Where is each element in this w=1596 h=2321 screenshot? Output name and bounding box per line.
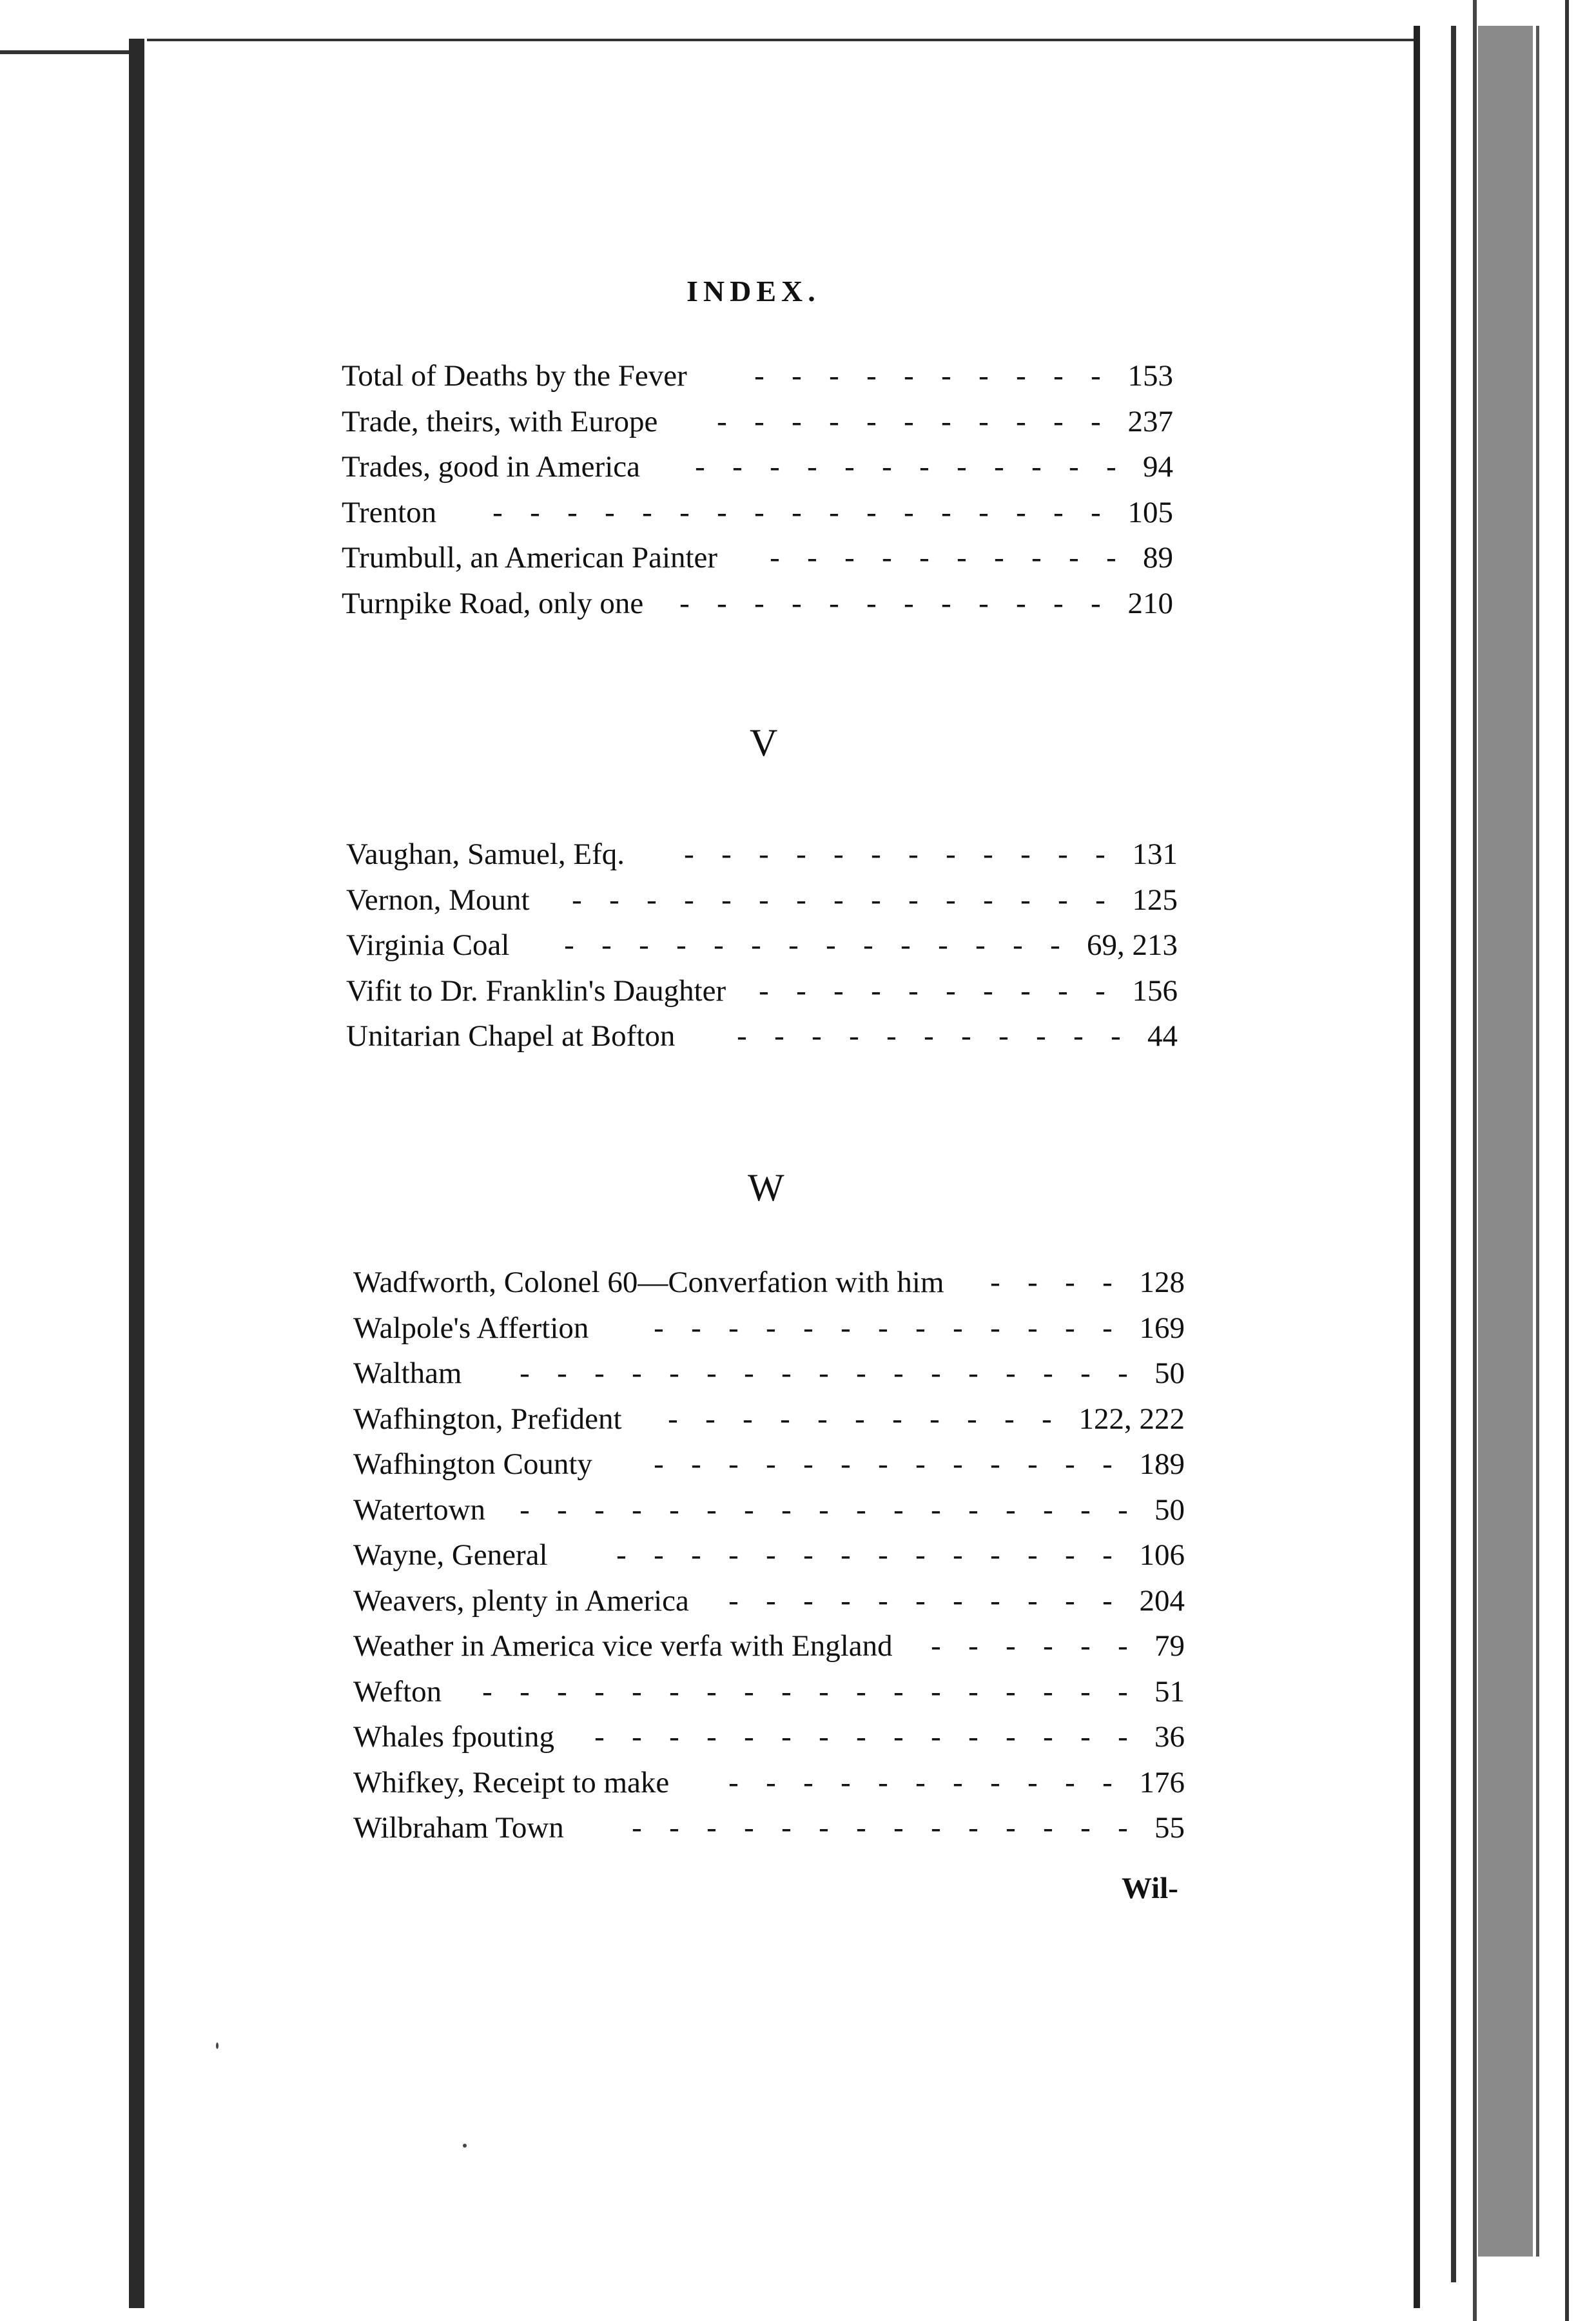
index-entry [353,1623,1185,1669]
entry-page-number: 237 [1127,404,1173,438]
index-entry [346,923,1178,968]
entry-label: Weather in America vice verfa with England [353,1629,893,1663]
page-edge-line [1451,26,1456,2282]
section-letter-v: V [750,721,778,764]
index-entry [353,1487,1185,1533]
entry-page-number: 153 [1127,359,1173,393]
scan-border [0,50,132,54]
catchword: Wil- [1122,1872,1178,1905]
page-edge-line [1565,0,1569,2321]
dot-leader: - - - - - - - - - - [754,359,1101,393]
entry-label: Trenton [342,495,437,529]
entry-label: Whifkey, Receipt to make [353,1765,670,1799]
dot-leader: - - - - - - - - - - - - - [654,1447,1113,1481]
entry-label: Vernon, Mount [346,883,530,917]
dot-leader: - - - - - - - - - - - - [679,586,1101,620]
index-entry [346,832,1178,877]
entry-label: Wafhington County [353,1447,592,1481]
dot-leader: - - - - - - - - - - - [717,404,1101,438]
entry-label: Weavers, plenty in America [353,1583,689,1618]
dot-leader: - - - - - - - - - - - [668,1402,1052,1436]
entry-page-number: 169 [1139,1311,1185,1345]
entry-page-number: 105 [1127,495,1173,529]
index-entry [342,581,1173,627]
index-entry [353,1805,1185,1851]
entry-page-number: 125 [1132,883,1178,917]
index-entry [353,1578,1185,1624]
entry-page-number: 94 [1143,450,1173,484]
page-stack-edge [1414,0,1596,2321]
entry-page-number: 50 [1154,1493,1185,1527]
index-section-v [346,832,1178,1059]
entry-page-number: 128 [1139,1266,1185,1299]
index-entry [342,444,1173,490]
entry-label: Wilbraham Town [353,1811,564,1845]
index-entry [353,1306,1185,1351]
dot-leader: - - - - - - - - - - - - [695,450,1116,484]
index-entry [353,1442,1185,1487]
dot-leader: - - - - - - - - - - - - - - - - - [520,1356,1128,1390]
running-head: INDEX. [686,275,821,308]
dot-leader: - - - - - - - - - - [759,974,1105,1008]
entry-label: Unitarian Chapel at Bofton [346,1019,676,1053]
entry-page-number: 89 [1143,541,1173,574]
entry-page-number: 122, 222 [1078,1402,1185,1436]
entry-page-number: 176 [1139,1765,1185,1799]
entry-label: Vaughan, Samuel, Efq. [346,837,625,871]
entry-label: Trades, good in America [342,450,640,484]
dot-leader: - - - - - - - - - - - - - - - - - [520,1493,1128,1527]
page-edge-shadow [1478,26,1533,2257]
entry-label: Vifit to Dr. Franklin's Daughter [346,974,726,1008]
index-entry [353,1714,1185,1760]
entry-page-number: 79 [1154,1629,1185,1663]
entry-page-number: 44 [1147,1019,1178,1053]
dot-leader: - - - - - - - - - - - - - [654,1311,1113,1345]
index-entry [353,1351,1185,1396]
index-entry [353,1396,1185,1442]
dot-leader: - - - - - - [931,1629,1128,1663]
index-entry [353,1260,1185,1306]
dot-leader: - - - - - - - - - - - - [684,837,1105,871]
entry-label: Wefton [353,1674,442,1709]
dot-leader: - - - - - - - - - - - - - - [616,1538,1113,1572]
book-spine [129,39,144,2308]
dot-leader: - - - - - - - - - - - - - - - [594,1720,1128,1754]
paper-speck [216,2042,219,2049]
entry-label: Waltham [353,1356,462,1390]
entry-page-number: 36 [1154,1720,1185,1754]
page-edge-line [1414,26,1420,2308]
entry-page-number: 50 [1154,1356,1185,1390]
entry-label: Wadfworth, Colonel 60—Converfation with him [353,1266,944,1299]
entry-label: Whales fpouting [353,1720,554,1754]
index-entry [342,399,1173,445]
entry-page-number: 210 [1127,586,1173,620]
index-entry [346,1014,1178,1059]
dot-leader: - - - - - - - - - - - - - - - - - [492,495,1101,529]
dot-leader: - - - - - - - - - - - [728,1583,1113,1618]
dot-leader: - - - - - - - - - - [770,541,1116,574]
index-entry [346,877,1178,923]
entry-page-number: 55 [1154,1811,1185,1845]
index-section-t [342,353,1173,626]
entry-label: Wafhington, Prefident [353,1402,622,1436]
dot-leader: - - - - - - - - - - - - - - [632,1811,1128,1845]
entry-page-number: 204 [1139,1583,1185,1618]
entry-label: Trumbull, an American Painter [342,541,718,574]
entry-page-number: 51 [1154,1674,1185,1709]
entry-label: Total of Deaths by the Fever [342,359,687,393]
dot-leader: - - - - - - - - - - - [728,1765,1113,1799]
dot-leader: - - - - - - - - - - - - - - [564,928,1060,962]
section-letter-w: W [748,1166,784,1209]
dot-leader: - - - - [990,1266,1113,1299]
entry-page-number: 156 [1132,974,1178,1008]
entry-label: Virginia Coal [346,928,510,962]
index-entry [342,353,1173,399]
paper-speck [463,2144,467,2148]
entry-label: Turnpike Road, only one [342,586,644,620]
dot-leader: - - - - - - - - - - - [737,1019,1121,1053]
index-entry [353,1760,1185,1806]
index-entry [353,1533,1185,1578]
index-section-w [353,1260,1185,1851]
index-entry [346,968,1178,1014]
page-edge-line [1473,0,1477,2321]
index-entry [353,1669,1185,1715]
entry-label: Trade, theirs, with Europe [342,404,658,438]
dot-leader: - - - - - - - - - - - - - - - [572,883,1105,917]
entry-label: Watertown [353,1493,486,1527]
entry-page-number: 106 [1139,1538,1185,1572]
index-entry [342,490,1173,536]
dot-leader: - - - - - - - - - - - - - - - - - - [482,1674,1128,1709]
adjacent-page-edge [0,0,139,2321]
entry-label: Walpole's Affertion [353,1311,589,1345]
entry-page-number: 69, 213 [1087,928,1178,962]
entry-label: Wayne, General [353,1538,548,1572]
page-edge-line [1536,26,1539,2257]
entry-page-number: 189 [1139,1447,1185,1481]
index-entry [342,535,1173,581]
entry-page-number: 131 [1132,837,1178,871]
